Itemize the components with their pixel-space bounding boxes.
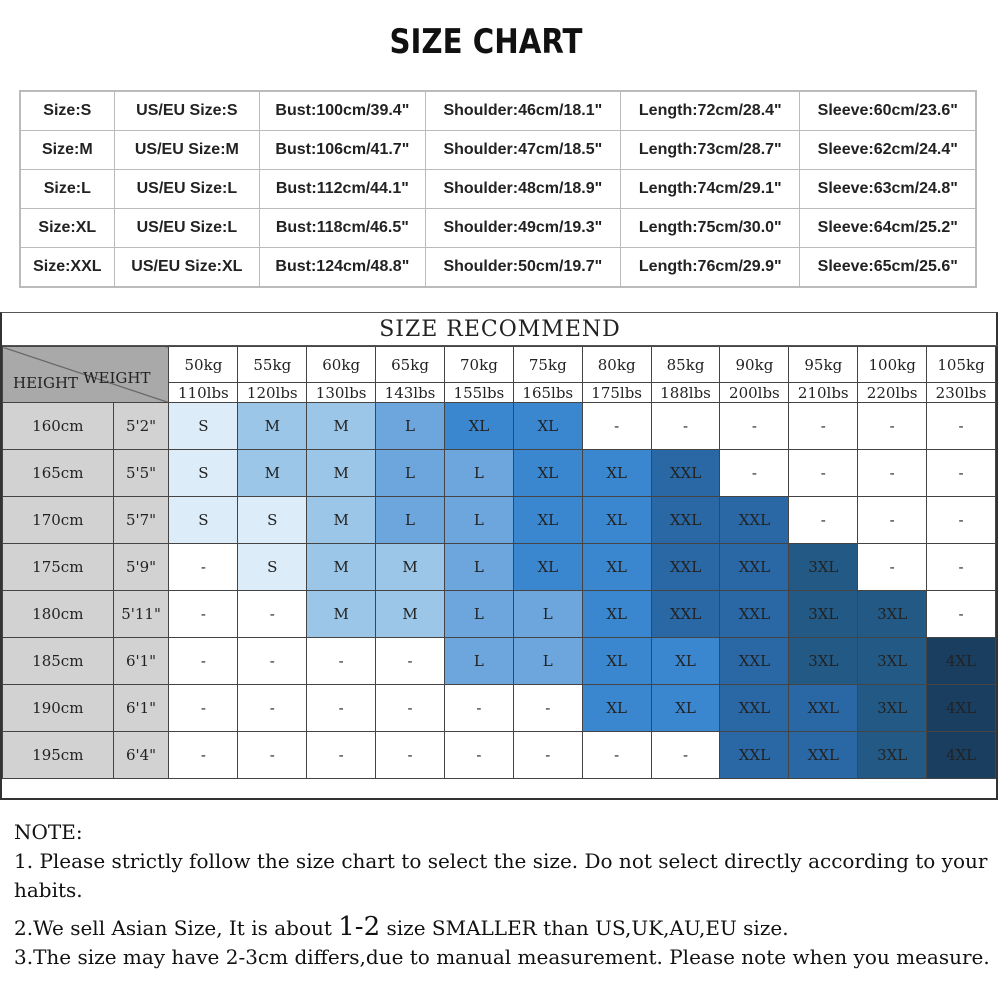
height-cm: 185cm [3, 638, 114, 685]
size-cell: 3XL [858, 591, 927, 638]
height-row [3, 591, 996, 638]
size-chart-cell: Size:XL [21, 209, 115, 248]
size-chart-cell: Length:74cm/29.1" [621, 170, 800, 209]
weight-lbs-header: 143lbs [376, 383, 445, 403]
notes-heading: NOTE: [14, 820, 83, 844]
note-2-post: size SMALLER than US,UK,AU,EU size. [380, 916, 789, 940]
size-chart-cell: US/EU Size:M [114, 131, 259, 170]
size-cell: - [307, 685, 376, 732]
size-chart-cell: Length:75cm/30.0" [621, 209, 800, 248]
size-cell: XXL [789, 685, 858, 732]
height-cm: 190cm [3, 685, 114, 732]
size-cell: XL [513, 544, 582, 591]
height-row [3, 403, 996, 450]
weight-kg-header: 105kg [927, 347, 996, 383]
size-chart-cell: Bust:118cm/46.5" [260, 209, 426, 248]
size-chart-cell: Sleeve:63cm/24.8" [800, 170, 976, 209]
size-chart-cell: US/EU Size:S [114, 92, 259, 131]
size-cell: - [927, 591, 996, 638]
size-cell: - [582, 732, 651, 779]
weight-kg-header: 60kg [307, 347, 376, 383]
size-chart-cell: Sleeve:60cm/23.6" [800, 92, 976, 131]
size-cell: - [307, 638, 376, 685]
weight-kg-header: 65kg [376, 347, 445, 383]
size-cell: XXL [720, 732, 789, 779]
size-cell: - [169, 544, 238, 591]
size-cell: M [376, 591, 445, 638]
height-row [3, 685, 996, 732]
size-chart-row [21, 170, 976, 209]
size-cell: M [376, 544, 445, 591]
weight-lbs-header: 130lbs [307, 383, 376, 403]
size-cell: XXL [651, 544, 720, 591]
height-cm: 160cm [3, 403, 114, 450]
height-row [3, 544, 996, 591]
size-cell: - [927, 403, 996, 450]
size-cell: XXL [720, 638, 789, 685]
size-cell: XL [582, 544, 651, 591]
height-cm: 180cm [3, 591, 114, 638]
size-cell: L [444, 450, 513, 497]
size-chart-row [21, 92, 976, 131]
size-cell: - [307, 732, 376, 779]
height-cm: 195cm [3, 732, 114, 779]
size-cell: XL [582, 497, 651, 544]
size-cell: - [376, 685, 445, 732]
grid-corner [3, 347, 169, 403]
size-cell: - [238, 638, 307, 685]
size-cell: XL [582, 450, 651, 497]
size-cell: M [307, 544, 376, 591]
note-3: 3.The size may have 2-3cm differs,due to manual measurement. Please note when you measure. [14, 945, 990, 969]
weight-kg-header: 100kg [858, 347, 927, 383]
size-cell: M [307, 450, 376, 497]
size-chart-cell: Shoulder:49cm/19.3" [425, 209, 620, 248]
weight-kg-header: 85kg [651, 347, 720, 383]
weight-kg-header: 70kg [444, 347, 513, 383]
size-cell: 3XL [858, 638, 927, 685]
size-cell: - [651, 403, 720, 450]
size-chart-row [21, 131, 976, 170]
note-2-pre: 2.We sell Asian Size, It is about [14, 916, 339, 940]
notes [14, 818, 994, 972]
size-chart-cell: US/EU Size:XL [114, 248, 259, 287]
size-cell: - [789, 450, 858, 497]
weight-lbs-header: 110lbs [169, 383, 238, 403]
size-cell: - [789, 403, 858, 450]
height-ft: 5'5" [113, 450, 169, 497]
height-ft: 5'11" [113, 591, 169, 638]
size-chart-cell: Length:76cm/29.9" [621, 248, 800, 287]
height-cm: 170cm [3, 497, 114, 544]
note-2-range: 1-2 [338, 912, 381, 942]
weight-lbs-header: 200lbs [720, 383, 789, 403]
weight-lbs-header: 155lbs [444, 383, 513, 403]
size-cell: - [789, 497, 858, 544]
size-cell: XXL [720, 497, 789, 544]
weight-kg-header: 50kg [169, 347, 238, 383]
size-cell: XL [651, 685, 720, 732]
size-cell: M [238, 403, 307, 450]
size-cell: S [238, 544, 307, 591]
size-cell: - [376, 732, 445, 779]
height-ft: 6'1" [113, 638, 169, 685]
size-cell: L [376, 497, 445, 544]
size-recommend-title: SIZE RECOMMEND [2, 313, 998, 346]
weight-lbs-header: 210lbs [789, 383, 858, 403]
size-cell: XXL [720, 685, 789, 732]
size-chart-cell: Bust:124cm/48.8" [260, 248, 426, 287]
size-cell: 3XL [789, 591, 858, 638]
size-cell: - [169, 685, 238, 732]
size-chart-cell: Bust:106cm/41.7" [260, 131, 426, 170]
weight-lbs-header: 175lbs [582, 383, 651, 403]
weight-lbs-header: 120lbs [238, 383, 307, 403]
size-cell: 4XL [927, 685, 996, 732]
page-title: SIZE CHART [389, 22, 583, 62]
weight-kg-row [3, 347, 996, 383]
size-chart-cell: Shoulder:48cm/18.9" [425, 170, 620, 209]
size-cell: - [169, 732, 238, 779]
size-cell: 3XL [858, 732, 927, 779]
size-cell: S [169, 403, 238, 450]
size-cell: XL [513, 450, 582, 497]
size-chart-cell: Size:L [21, 170, 115, 209]
size-cell: XL [444, 403, 513, 450]
size-cell: XXL [720, 544, 789, 591]
size-recommend-grid [2, 346, 996, 779]
size-chart-cell: Shoulder:50cm/19.7" [425, 248, 620, 287]
size-cell: - [513, 685, 582, 732]
height-ft: 5'7" [113, 497, 169, 544]
size-cell: - [858, 497, 927, 544]
size-chart-cell: Sleeve:65cm/25.6" [800, 248, 976, 287]
weight-lbs-header: 220lbs [858, 383, 927, 403]
size-cell: XXL [651, 450, 720, 497]
height-row [3, 732, 996, 779]
size-cell: XL [513, 403, 582, 450]
height-ft: 6'1" [113, 685, 169, 732]
size-cell: - [858, 544, 927, 591]
size-cell: - [238, 685, 307, 732]
size-chart-table [20, 91, 976, 287]
size-chart-cell: Bust:112cm/44.1" [260, 170, 426, 209]
weight-kg-header: 75kg [513, 347, 582, 383]
weight-axis-label: WEIGHT [83, 369, 151, 387]
size-cell: L [376, 403, 445, 450]
size-cell: S [169, 450, 238, 497]
size-chart-cell: Bust:100cm/39.4" [260, 92, 426, 131]
height-cm: 165cm [3, 450, 114, 497]
size-chart-cell: Sleeve:62cm/24.4" [800, 131, 976, 170]
weight-lbs-header: 188lbs [651, 383, 720, 403]
size-cell: M [238, 450, 307, 497]
size-recommend [0, 312, 998, 800]
size-cell: XL [582, 685, 651, 732]
size-cell: - [444, 732, 513, 779]
weight-kg-header: 95kg [789, 347, 858, 383]
size-cell: M [307, 497, 376, 544]
size-cell: XXL [720, 591, 789, 638]
note-1: 1. Please strictly follow the size chart to select the size. Do not select directly according to your habits. [14, 849, 988, 902]
size-cell: XXL [789, 732, 858, 779]
size-chart-cell: Shoulder:46cm/18.1" [425, 92, 620, 131]
note-2 [14, 913, 994, 943]
size-chart-cell: Size:S [21, 92, 115, 131]
size-cell: - [513, 732, 582, 779]
size-chart-cell: Sleeve:64cm/25.2" [800, 209, 976, 248]
size-cell: L [513, 591, 582, 638]
size-chart-row [21, 248, 976, 287]
size-cell: 3XL [789, 638, 858, 685]
size-cell: - [582, 403, 651, 450]
size-chart-cell: Shoulder:47cm/18.5" [425, 131, 620, 170]
size-cell: L [444, 591, 513, 638]
size-cell: XXL [651, 497, 720, 544]
size-cell: 3XL [789, 544, 858, 591]
size-chart-cell: US/EU Size:L [114, 209, 259, 248]
size-cell: 4XL [927, 732, 996, 779]
size-chart-cell: Length:72cm/28.4" [621, 92, 800, 131]
height-row [3, 638, 996, 685]
size-cell: - [444, 685, 513, 732]
size-cell: 3XL [858, 685, 927, 732]
size-chart-row [21, 209, 976, 248]
weight-lbs-header: 230lbs [927, 383, 996, 403]
size-cell: XL [513, 497, 582, 544]
size-cell: L [376, 450, 445, 497]
size-chart-cell: US/EU Size:L [114, 170, 259, 209]
size-cell: - [927, 544, 996, 591]
size-cell: L [513, 638, 582, 685]
size-cell: - [927, 450, 996, 497]
height-cm: 175cm [3, 544, 114, 591]
height-axis-label: HEIGHT [13, 374, 79, 392]
size-cell: 4XL [927, 638, 996, 685]
size-cell: XL [651, 638, 720, 685]
size-chart-cell: Size:M [21, 131, 115, 170]
size-cell: - [858, 450, 927, 497]
size-cell: S [238, 497, 307, 544]
size-cell: - [169, 638, 238, 685]
size-cell: - [169, 591, 238, 638]
size-chart-cell: Size:XXL [21, 248, 115, 287]
size-chart [19, 90, 977, 288]
weight-kg-header: 80kg [582, 347, 651, 383]
size-cell: XXL [651, 591, 720, 638]
size-cell: XL [582, 591, 651, 638]
size-cell: L [444, 497, 513, 544]
height-row [3, 450, 996, 497]
size-cell: - [720, 450, 789, 497]
size-cell: XL [582, 638, 651, 685]
height-ft: 5'2" [113, 403, 169, 450]
size-cell: L [444, 544, 513, 591]
size-chart-cell: Length:73cm/28.7" [621, 131, 800, 170]
size-cell: - [927, 497, 996, 544]
size-cell: S [169, 497, 238, 544]
size-cell: M [307, 403, 376, 450]
height-row [3, 497, 996, 544]
size-cell: L [444, 638, 513, 685]
size-cell: - [720, 403, 789, 450]
size-cell: - [651, 732, 720, 779]
size-cell: - [376, 638, 445, 685]
height-ft: 6'4" [113, 732, 169, 779]
size-cell: - [238, 732, 307, 779]
size-cell: M [307, 591, 376, 638]
weight-kg-header: 55kg [238, 347, 307, 383]
weight-kg-header: 90kg [720, 347, 789, 383]
height-ft: 5'9" [113, 544, 169, 591]
size-cell: - [858, 403, 927, 450]
weight-lbs-header: 165lbs [513, 383, 582, 403]
size-cell: - [238, 591, 307, 638]
